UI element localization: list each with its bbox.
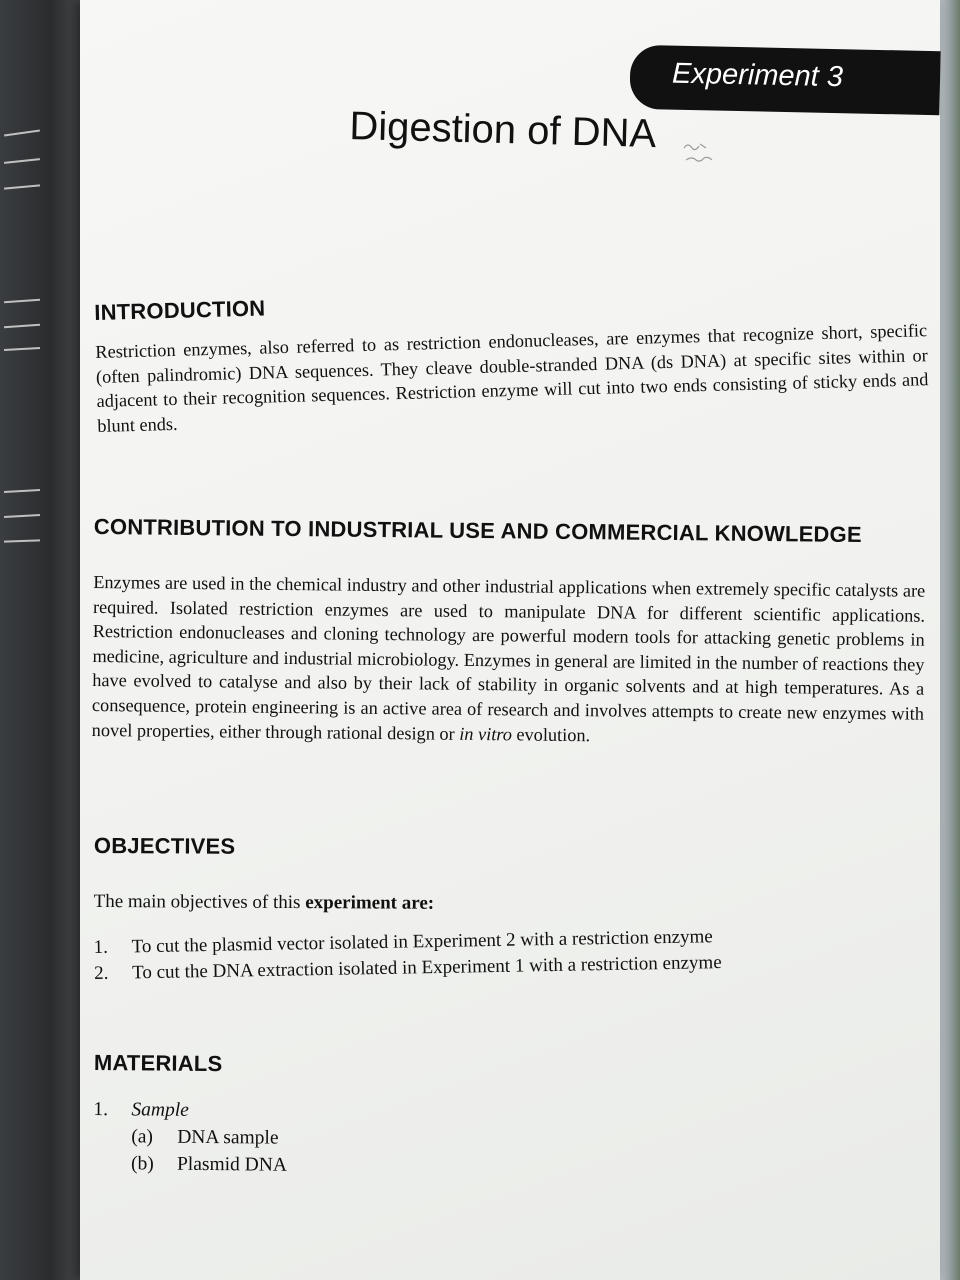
- list-item-text: To cut the DNA extraction isolated in Experiment 1 with a restriction enzyme: [131, 952, 722, 984]
- introduction-text: Restriction enzymes, also referred to as restriction endonucleases, are enzymes that recognize short, specific (often palindromic) DNA sequences. They cleave double-stranded DNA (ds DNA) at specific sites within or adjacent to their recognition sequences. Restriction enzyme will cut into two ends consisting of sticky ends and blunt ends.: [95, 320, 929, 436]
- contribution-text: [92, 570, 926, 751]
- objectives-heading: OBJECTIVES: [93, 833, 236, 859]
- experiment-badge-label: Experiment 3: [671, 57, 844, 94]
- document-page: [80, 0, 940, 1280]
- objectives-lead: [94, 891, 926, 917]
- materials-section: [93, 1050, 926, 1184]
- experiment-badge: [629, 45, 940, 115]
- introduction-section: [94, 278, 929, 438]
- materials-heading: MATERIALS: [93, 1050, 223, 1077]
- sub-item-label: (a): [131, 1126, 153, 1148]
- list-item-number: 1.: [93, 1098, 109, 1121]
- objectives-lead-bold: experiment are:: [305, 892, 435, 914]
- list-item-text: To cut the plasmid vector isolated in Experiment 2 with a restriction enzyme: [131, 926, 713, 958]
- binding-marks: [0, 0, 85, 1280]
- introduction-heading: INTRODUCTION: [94, 295, 266, 325]
- handwritten-scribble-icon: [680, 138, 740, 168]
- list-item-number: 2.: [93, 962, 109, 984]
- objectives-lead-prefix: The main objectives of this: [93, 890, 306, 914]
- sub-item-label: (b): [130, 1153, 154, 1175]
- objectives-section: [93, 833, 926, 991]
- objectives-list: [93, 920, 926, 987]
- list-item-number: 1.: [93, 936, 109, 958]
- sub-item-text: Plasmid DNA: [176, 1153, 288, 1176]
- contribution-section: [92, 514, 926, 751]
- list-item-label: Sample: [131, 1099, 189, 1121]
- contribution-text-end: evolution.: [511, 723, 591, 745]
- materials-list: [93, 1096, 926, 1184]
- sub-item-text: DNA sample: [177, 1126, 279, 1149]
- contribution-heading: CONTRIBUTION TO INDUSTRIAL USE AND COMMERCIAL KNOWLEDGE: [93, 514, 862, 548]
- page-title: Digestion of DNA: [348, 104, 657, 157]
- contribution-text-main: Enzymes are used in the chemical industry and other industrial applications when extremely specific catalysts are required. Isolated restriction enzymes are used to manipulate DNA for different scientific applications. Restriction endonucleases and cloning technology are powerful modern tools for attacking genetic problems in medicine, agriculture and industrial microbiology. Enzymes in general are limited in the number of reactions they have evolved to catalyse and also by their lack of stability in organic solvents and at high temperatures. As a consequence, protein engineering is an active area of research and involves attempts to create new enzymes with novel properties, either through rational design or: [91, 571, 926, 744]
- contribution-text-italic: in vitro: [459, 723, 513, 744]
